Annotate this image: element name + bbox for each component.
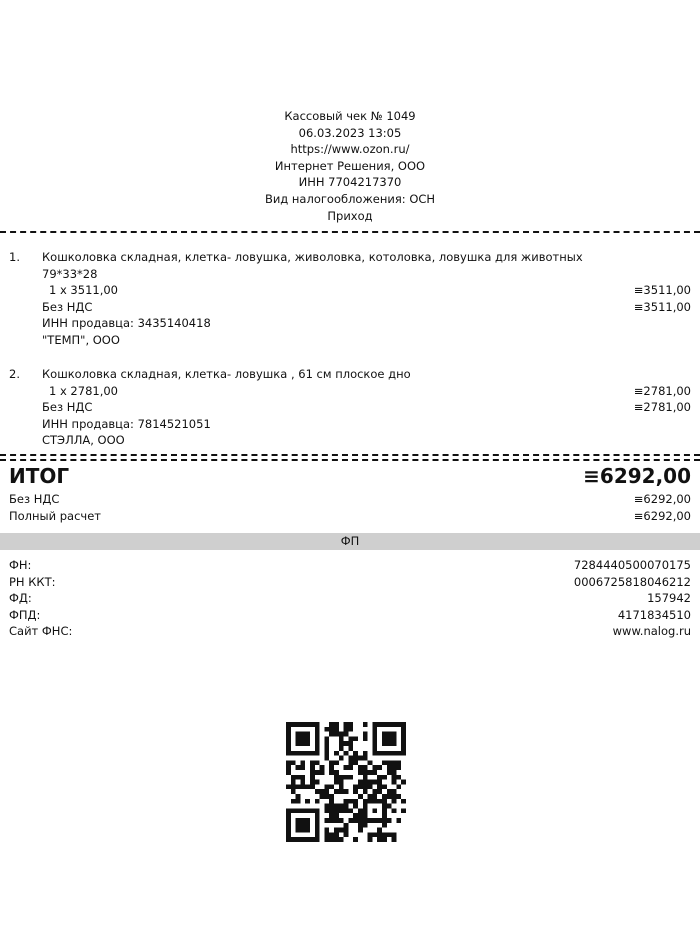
- item-name: Кошколовка складная, клетка- ловушка, живоловка, котоловка, ловушка для животных: [42, 250, 583, 264]
- rn-kkt-value: 0006725818046212: [573, 574, 691, 589]
- total-label: ИТОГ: [9, 464, 70, 488]
- tax-system: Вид налогообложения: ОСН: [264, 191, 436, 206]
- item-vat: Без НДС: [42, 400, 93, 415]
- fn-label: ФН:: [9, 558, 32, 572]
- item-number: 1.: [9, 250, 20, 264]
- company-inn: ИНН 7704217370: [298, 175, 402, 190]
- fp-section-title: ФП: [0, 533, 700, 550]
- item-seller-inn: ИНН продавца: 3435140418: [42, 316, 211, 331]
- item-name: Кошколовка складная, клетка- ловушка , 61 см плоское дно: [42, 367, 411, 381]
- item-vat-sum: ≡3511,00: [633, 299, 691, 314]
- item-seller-inn: ИНН продавца: 7814521051: [42, 416, 211, 431]
- total-value: ≡6292,00: [583, 464, 691, 488]
- fiscal-details: [0, 557, 700, 640]
- fpd-value: 4171834510: [617, 607, 691, 622]
- fns-site-label: Сайт ФНС:: [9, 624, 73, 639]
- item-seller: "ТЕМП", ООО: [42, 332, 120, 347]
- total-vat-label: Без НДС: [9, 492, 60, 506]
- item-sum: ≡3511,00: [633, 283, 691, 298]
- item-vat: Без НДС: [42, 299, 93, 314]
- divider: [0, 231, 700, 233]
- total-vat-value: ≡6292,00: [633, 492, 691, 506]
- receipt-item: [0, 366, 700, 449]
- payment-label: Полный расчет: [9, 508, 101, 523]
- item-number: 2.: [9, 367, 20, 381]
- fpd-label: ФПД:: [9, 607, 41, 622]
- fn-value: 7284440500070175: [573, 558, 691, 572]
- fd-value: 157942: [647, 591, 691, 606]
- receipt-title: Кассовый чек № 1049: [284, 109, 416, 123]
- qr-code-icon: [286, 722, 406, 842]
- payment-value: ≡6292,00: [633, 508, 691, 523]
- operation-type: Приход: [327, 208, 373, 223]
- company-name: Интернет Решения, ООО: [274, 158, 426, 173]
- fd-label: ФД:: [9, 591, 32, 606]
- receipt-datetime: 06.03.2023 13:05: [298, 125, 402, 140]
- item-qty-price: 1 х 3511,00: [49, 283, 118, 298]
- fns-site-value: www.nalog.ru: [612, 624, 691, 639]
- total-details: [0, 491, 700, 524]
- item-sum: ≡2781,00: [633, 383, 691, 398]
- receipt-item: [0, 249, 700, 349]
- item-name-cont: 79*33*28: [42, 266, 98, 281]
- receipt-header: [0, 108, 700, 224]
- item-vat-sum: ≡2781,00: [633, 400, 691, 415]
- item-seller: СТЭЛЛА, ООО: [42, 433, 125, 448]
- seller-site: https://www.ozon.ru/: [290, 142, 410, 157]
- divider: [0, 459, 700, 461]
- rn-kkt-label: РН ККТ:: [9, 574, 56, 589]
- item-qty-price: 1 х 2781,00: [49, 383, 118, 398]
- total-row: [0, 464, 700, 490]
- divider: [0, 454, 700, 456]
